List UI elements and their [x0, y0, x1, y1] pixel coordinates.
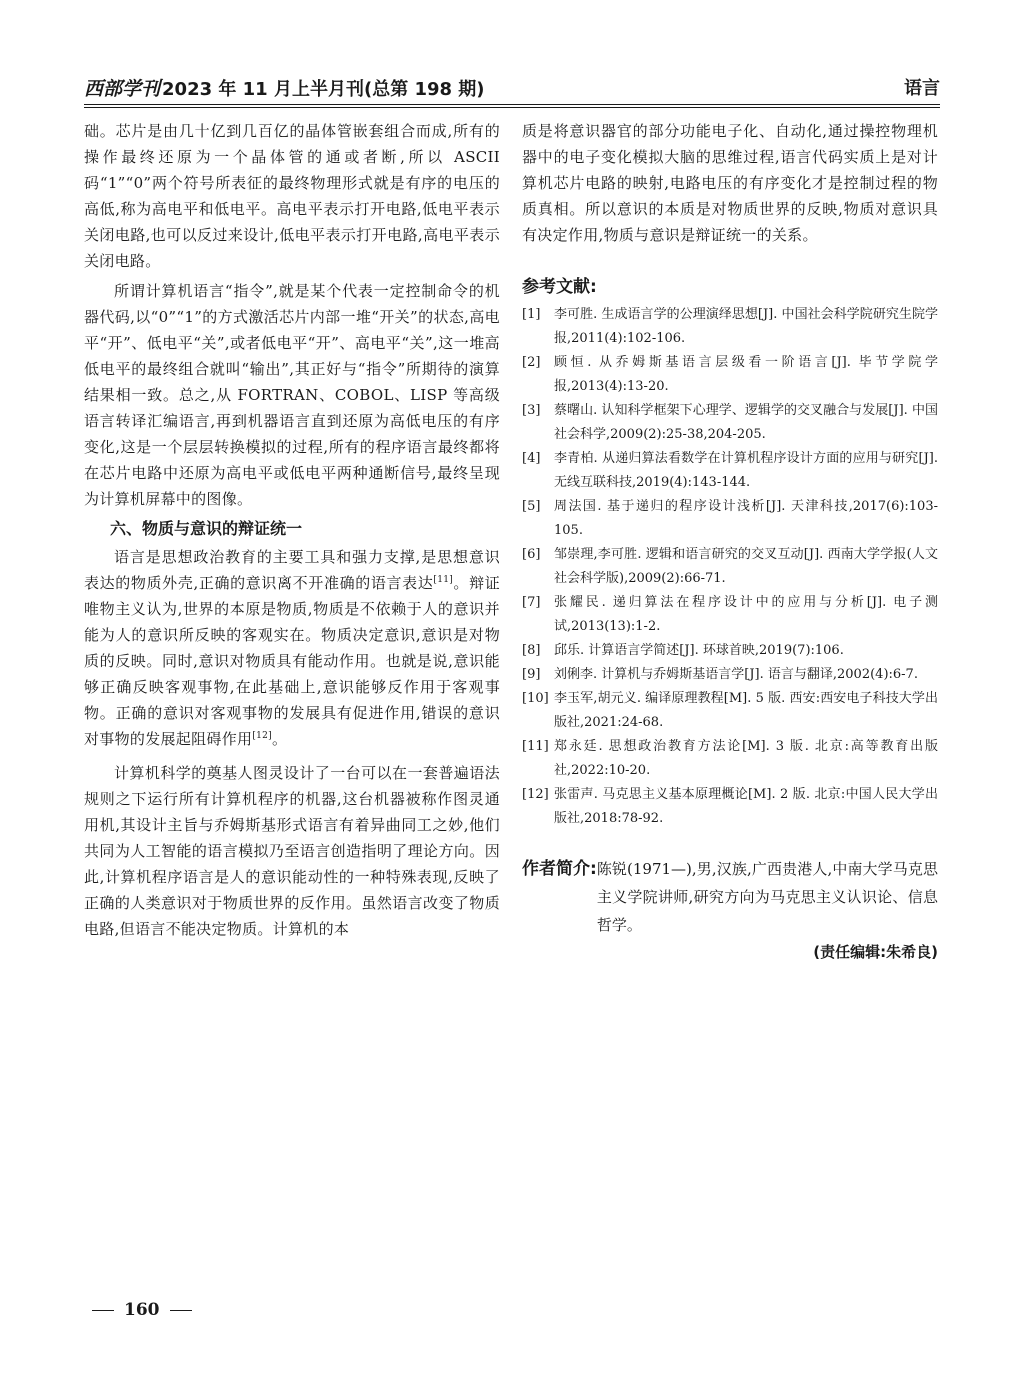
- paragraph-text: 。辩证唯物主义认为,世界的本原是物质,物质是不依赖于人的意识并能为人的意识所反映的客观实在。物质决定意识,意识是对物质的反映。同时,意识对物质具有能动作用。也就是说,意识能够正确反映客观事物,在此基础上,意识能够反作用于客观事物。正确的意识对客观事物的发展具有促进作用,错误的意识对事物的发展起阻碍作用: [84, 574, 501, 748]
- journal-title: [84, 74, 485, 101]
- reference-item: [522, 303, 938, 351]
- reference-number: [4]: [522, 451, 541, 466]
- reference-text: 张雷声. 马克思主义基本原理概论[M]. 2 版. 北京:中国人民大学出版社,2018:78-92.: [554, 787, 938, 826]
- reference-item: [522, 543, 938, 591]
- footer-dash-left: [92, 1310, 114, 1311]
- paragraph: [84, 544, 500, 752]
- reference-number: [6]: [522, 547, 541, 562]
- right-column: [522, 118, 938, 962]
- reference-number: [3]: [522, 403, 541, 418]
- reference-item: [522, 663, 938, 687]
- reference-item: [522, 447, 938, 495]
- section-tag: 语言: [904, 78, 940, 99]
- header-rule-bottom: [84, 107, 940, 108]
- reference-text: 张耀民. 递归算法在程序设计中的应用与分析[J]. 电子测试,2013(13):1-2.: [554, 595, 938, 634]
- reference-text: 刘俐李. 计算机与乔姆斯基语言学[J]. 语言与翻译,2002(4):6-7.: [554, 667, 918, 682]
- paragraph: 所谓计算机语言“指令”,就是某个代表一定控制命令的机器代码,以“0”“1”的方式激活芯片内部一堆“开关”的状态,高电平“开”、低电平“关”,或者低电平“开”、高电平“关”,这一堆高低电平的最终组合就叫“输出”,其正好与“指令”所期待的演算结果相一致。总之,从 FORTRAN、COBOL、LISP 等高级语言转译汇编语言,再到机器语言直到还原为高低电压的有序变化,这是一个层层转换模拟的过程,所有的程序语言最终都将在芯片电路中还原为高电平或低电平两种通断信号,最终呈现为计算机屏幕中的图像。: [84, 282, 500, 508]
- reference-item: [522, 735, 938, 783]
- reference-item: [522, 783, 938, 831]
- reference-number: [1]: [522, 307, 541, 322]
- reference-text: 李玉军,胡元义. 编译原理教程[M]. 5 版. 西安:西安电子科技大学出版社,2021:24-68.: [554, 691, 938, 730]
- reference-text: 李青柏. 从递归算法看数学在计算机程序设计方面的应用与研究[J]. 无线互联科技,2019(4):143-144.: [554, 451, 938, 490]
- author-bio-label: 作者简介:: [522, 859, 597, 879]
- journal-issue: 2023 年 11 月上半月刊(总第 198 期): [162, 79, 485, 100]
- paragraph: 础。芯片是由几十亿到几百亿的晶体管嵌套组合而成,所有的操作最终还原为一个晶体管的通或者断,所以 ASCII 码“1”“0”两个符号所表征的最终物理形式就是有序的电压的高低,称为高电平和低电平。高电平表示打开电路,低电平表示关闭电路,也可以反过来设计,低电平表示打开电路,高电平表示关闭电路。: [84, 122, 500, 270]
- reference-number: [12]: [522, 787, 549, 802]
- reference-item: [522, 351, 938, 399]
- author-bio-text: 陈锐(1971—),男,汉族,广西贵港人,中南大学马克思主义学院讲师,研究方向为马克思主义认识论、信息哲学。: [596, 860, 938, 934]
- footer-dash-right: [170, 1310, 192, 1311]
- references-heading: 参考文献:: [522, 277, 597, 297]
- reference-number: [2]: [522, 355, 541, 370]
- page-number: 160: [124, 1300, 160, 1320]
- reference-number: [11]: [522, 739, 549, 754]
- reference-text: 郑永廷. 思想政治教育方法论[M]. 3 版. 北京:高等教育出版社,2022:10-20.: [554, 739, 938, 778]
- reference-item: [522, 591, 938, 639]
- reference-number: [5]: [522, 499, 541, 514]
- paragraph-text: 。: [272, 730, 288, 748]
- reference-text: 周法国. 基于递归的程序设计浅析[J]. 天津科技,2017(6):103-105.: [554, 499, 938, 538]
- header-rule-top: [84, 104, 940, 105]
- page-footer: [92, 1300, 192, 1320]
- reference-text: 邱乐. 计算语言学简述[J]. 环球首映,2019(7):106.: [554, 643, 844, 658]
- journal-brand: 西部学刊: [84, 78, 161, 100]
- reference-text: 邹崇理,李可胜. 逻辑和语言研究的交叉互动[J]. 西南大学学报(人文社会科学版),2009(2):66-71.: [554, 547, 938, 586]
- reference-number: [9]: [522, 667, 541, 682]
- reference-number: [10]: [522, 691, 549, 706]
- reference-text: 李可胜. 生成语言学的公理演绎思想[J]. 中国社会科学院研究生院学报,2011(4):102-106.: [554, 307, 938, 346]
- reference-list: [522, 303, 938, 831]
- paragraph: 计算机科学的奠基人图灵设计了一台可以在一套普遍语法规则之下运行所有计算机程序的机器,这台机器被称作图灵通用机,其设计主旨与乔姆斯基形式语言有着异曲同工之妙,他们共同为人工智能的语言模拟乃至语言创造指明了理论方向。因此,计算机程序语言是人的意识能动性的一种特殊表现,反映了正确的人类意识对于物质世界的反作用。虽然语言改变了物质电路,但语言不能决定物质。计算机的本: [84, 764, 500, 938]
- page-header: [84, 70, 940, 104]
- reference-item: [522, 639, 938, 663]
- citation-sup: [12]: [252, 731, 272, 741]
- reference-number: [7]: [522, 595, 541, 610]
- paragraph: 质是将意识器官的部分功能电子化、自动化,通过操控物理机器中的电子变化模拟大脑的思维过程,语言代码实质上是对计算机芯片电路的映射,电路电压的有序变化才是控制过程的物质真相。所以意识的本质是对物质世界的反映,物质对意识具有决定作用,物质与意识是辩证统一的关系。: [522, 122, 938, 244]
- paragraph-text: 语言是思想政治教育的主要工具和强力支撑,是思想意识表达的物质外壳,正确的意识离不开准确的语言表达: [84, 548, 500, 592]
- responsible-editor: (责任编辑:朱希良): [813, 943, 938, 961]
- section-heading: 六、物质与意识的辩证统一: [110, 519, 303, 538]
- author-bio: [522, 855, 938, 939]
- reference-item: [522, 495, 938, 543]
- reference-text: 顾恒. 从乔姆斯基语言层级看一阶语言[J]. 毕节学院学报,2013(4):13-20.: [554, 355, 938, 394]
- reference-item: [522, 687, 938, 735]
- left-column: [84, 118, 500, 942]
- reference-text: 蔡曙山. 认知科学框架下心理学、逻辑学的交叉融合与发展[J]. 中国社会科学,2009(2):25-38,204-205.: [554, 403, 938, 442]
- reference-item: [522, 399, 938, 447]
- citation-sup: [11]: [433, 575, 454, 585]
- reference-number: [8]: [522, 643, 541, 658]
